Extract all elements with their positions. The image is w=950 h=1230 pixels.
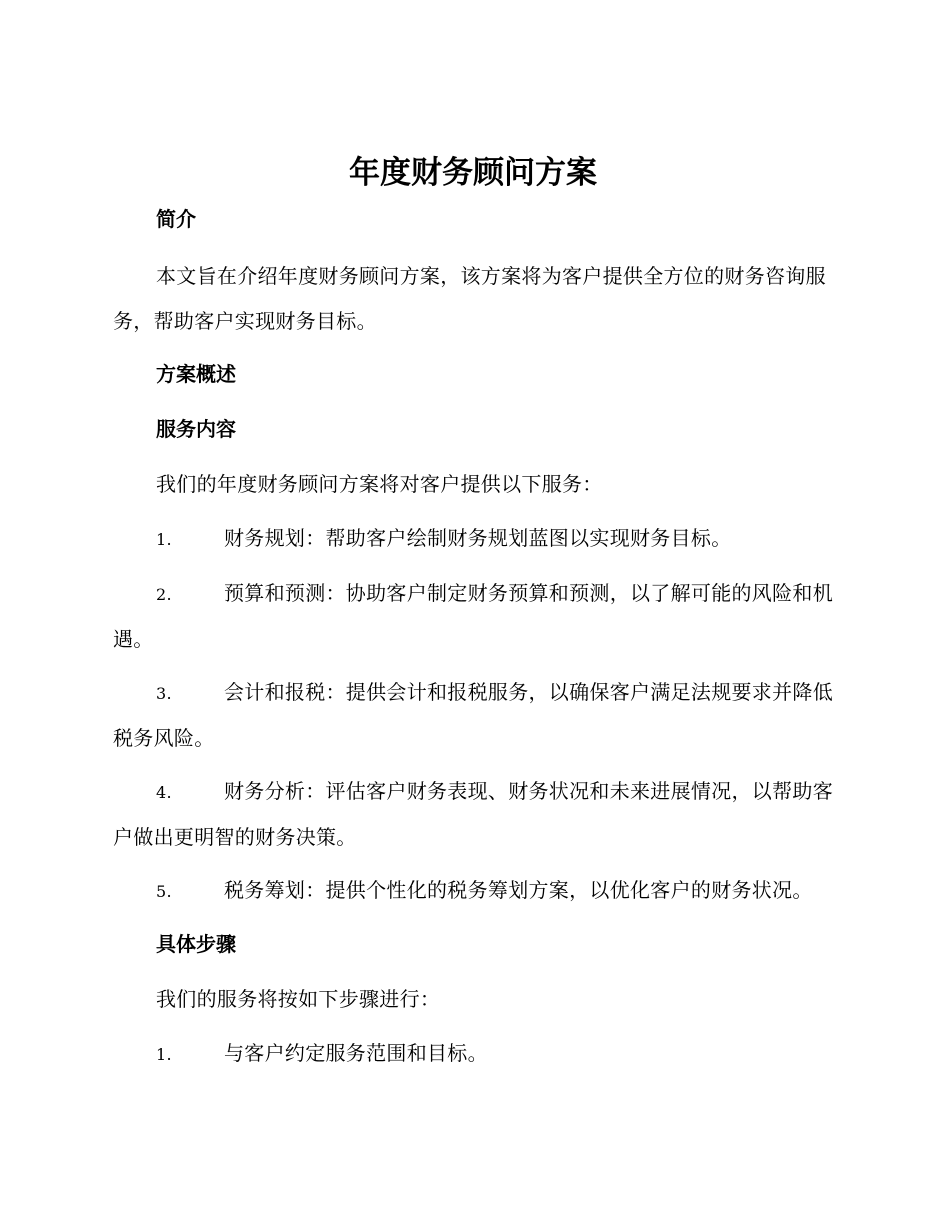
list-text: 财务规划：帮助客户绘制财务规划蓝图以实现财务目标。 [224, 526, 732, 550]
steps-intro: 我们的服务将按如下步骤进行： [156, 987, 441, 1011]
list-item [113, 769, 833, 860]
list-number: 4. [156, 783, 172, 802]
list-number: 2. [156, 585, 172, 604]
services-intro: 我们的年度财务顾问方案将对客户提供以下服务： [156, 472, 603, 496]
steps-list [113, 1031, 833, 1077]
list-item [113, 670, 833, 761]
intro-paragraph: 本文旨在介绍年度财务顾问方案，该方案将为客户提供全方位的财务咨询服务，帮助客户实现财务目标。 [113, 264, 826, 333]
list-item [113, 868, 833, 914]
list-item [113, 571, 833, 662]
list-text: 与客户约定服务范围和目标。 [224, 1041, 488, 1065]
list-item [113, 1031, 833, 1077]
list-text: 财务分析：评估客户财务表现、财务状况和未来进展情况，以帮助客户做出更明智的财务决策。 [113, 779, 833, 849]
list-number: 3. [156, 684, 172, 703]
list-text: 税务筹划：提供个性化的税务筹划方案，以优化客户的财务状况。 [224, 878, 813, 902]
list-number: 5. [156, 882, 172, 901]
services-list [113, 516, 833, 914]
list-text: 会计和报税：提供会计和报税服务，以确保客户满足法规要求并降低税务风险。 [113, 680, 833, 750]
list-text: 预算和预测：协助客户制定财务预算和预测，以了解可能的风险和机遇。 [113, 581, 833, 651]
section-heading-intro: 简介 [156, 207, 196, 231]
section-heading-services: 服务内容 [156, 417, 236, 441]
section-heading-steps: 具体步骤 [156, 932, 236, 956]
list-number: 1. [156, 530, 172, 549]
section-heading-overview: 方案概述 [156, 362, 236, 386]
list-number: 1. [156, 1045, 172, 1064]
document-title: 年度财务顾问方案 [349, 155, 597, 191]
list-item [113, 516, 833, 562]
document-page [113, 150, 833, 1077]
